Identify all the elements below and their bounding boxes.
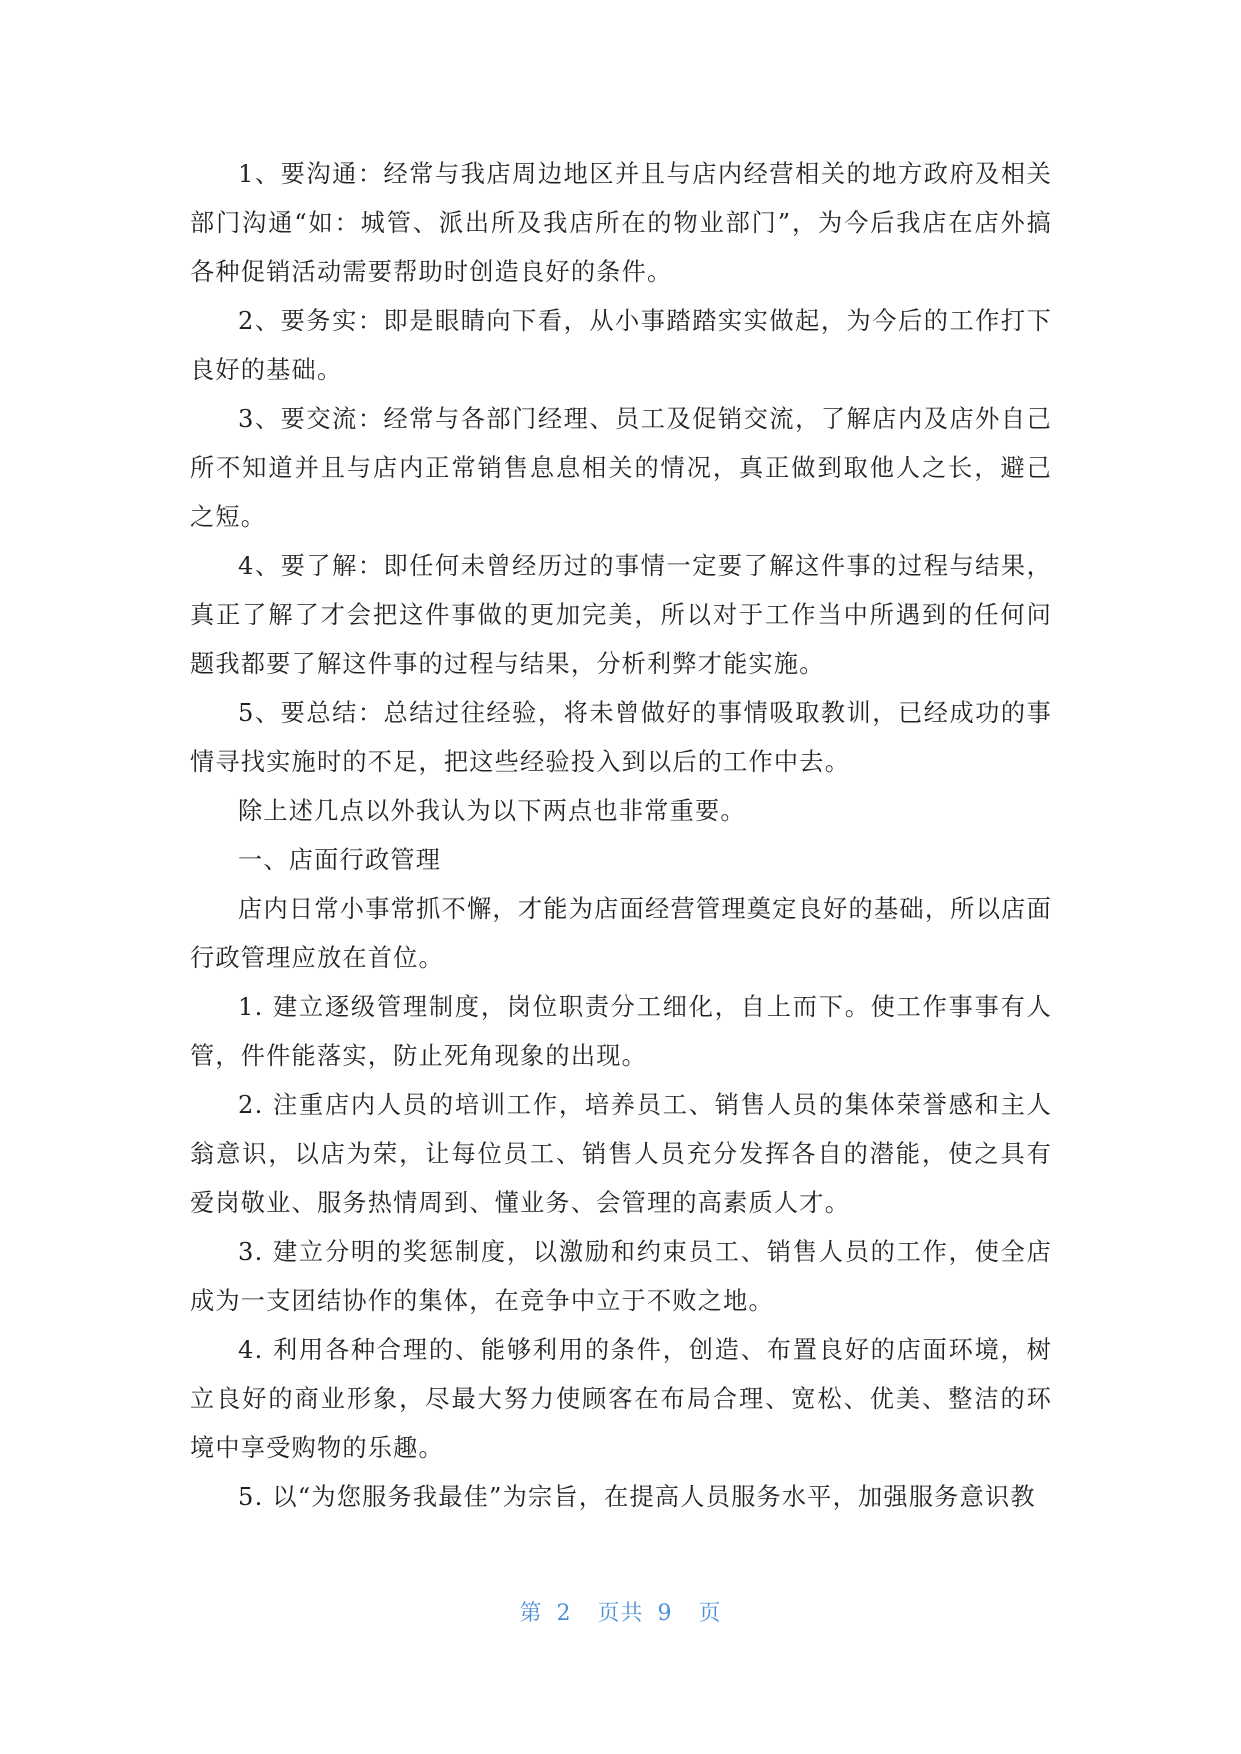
paragraph: 4、要了解：即任何未曾经历过的事情一定要了解这件事的过程与结果，真正了解了才会把这件事做的更加完美，所以对于工作当中所遇到的任何问题我都要了解这件事的过程与结果，分析利弊才能实施。	[190, 552, 1052, 678]
paragraph: 除上述几点以外我认为以下两点也非常重要。	[238, 797, 746, 825]
paragraph: 3、要交流：经常与各部门经理、员工及促销交流，了解店内及店外自己所不知道并且与店内正常销售息息相关的情况，真正做到取他人之长，避己之短。	[190, 405, 1052, 531]
page-footer	[0, 1598, 1241, 1630]
paragraph: 2. 注重店内人员的培训工作，培养员工、销售人员的集体荣誉感和主人翁意识，以店为荣，让每位员工、销售人员充分发挥各自的潜能，使之具有爱岗敬业、服务热情周到、懂业务、会管理的高素质人才。	[190, 1091, 1052, 1217]
total-pages-number: 9	[657, 1601, 673, 1626]
paragraph: 4. 利用各种合理的、能够利用的条件，创造、布置良好的店面环境，树立良好的商业形象，尽最大努力使顾客在布局合理、宽松、优美、整洁的环境中享受购物的乐趣。	[190, 1336, 1052, 1462]
footer-middle: 页共	[597, 1601, 644, 1626]
paragraph: 1、要沟通：经常与我店周边地区并且与店内经营相关的地方政府及相关部门沟通“如：城管、派出所及我店所在的物业部门”，为今后我店在店外搞各种促销活动需要帮助时创造良好的条件。	[190, 160, 1052, 286]
document-body	[190, 150, 1052, 1522]
paragraph: 3. 建立分明的奖惩制度，以激励和约束员工、销售人员的工作，使全店成为一支团结协作的集体，在竞争中立于不败之地。	[190, 1238, 1052, 1315]
paragraph: 店内日常小事常抓不懈，才能为店面经营管理奠定良好的基础，所以店面行政管理应放在首位。	[190, 895, 1052, 972]
current-page-number: 2	[556, 1601, 572, 1626]
footer-suffix: 页	[698, 1601, 722, 1626]
paragraph: 1. 建立逐级管理制度，岗位职责分工细化，自上而下。使工作事事有人管，件件能落实，防止死角现象的出现。	[190, 993, 1052, 1070]
paragraph: 5、要总结：总结过往经验，将未曾做好的事情吸取教训，已经成功的事情寻找实施时的不足，把这些经验投入到以后的工作中去。	[190, 699, 1052, 776]
paragraph: 2、要务实：即是眼睛向下看，从小事踏踏实实做起，为今后的工作打下良好的基础。	[190, 307, 1052, 384]
footer-prefix: 第	[519, 1601, 543, 1626]
paragraph: 5. 以“为您服务我最佳”为宗旨，在提高人员服务水平，加强服务意识教	[238, 1483, 1036, 1511]
section-heading: 一、店面行政管理	[238, 846, 442, 874]
